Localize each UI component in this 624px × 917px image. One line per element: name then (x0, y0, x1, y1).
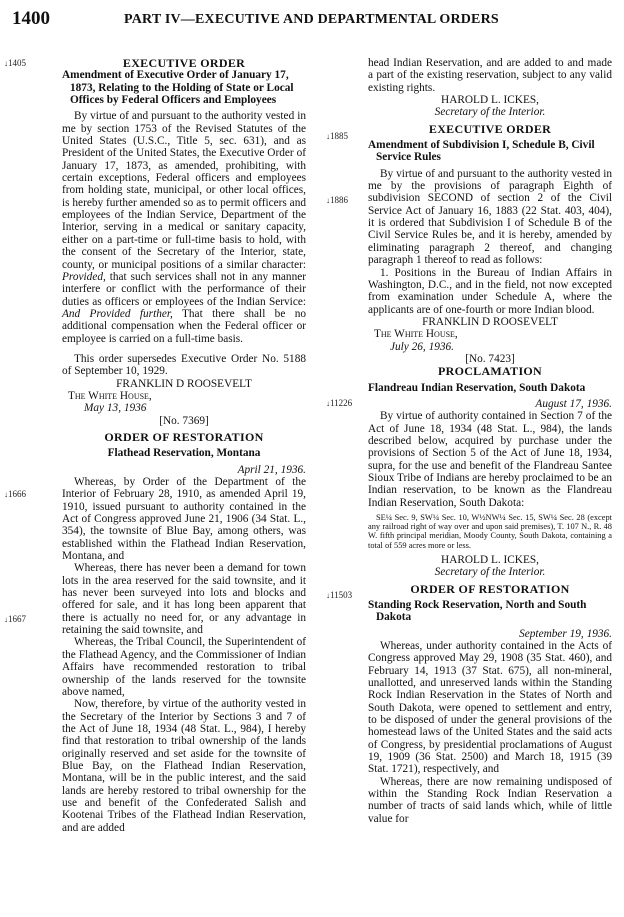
signature-name: HAROLD L. ICKES, (441, 553, 539, 566)
restoration-order-paragraph: Whereas, there has never been a demand for town lots in the area reserved for the said townsite, and it has never been surveyed into lots and blocks and offered for sale, and it has long been apparent that there is actually no need for, or any advantage in retaining the said townsite, and (62, 562, 306, 637)
proclamation-subject: Flandreau Indian Reservation, South Dakota (368, 381, 586, 394)
white-house-line: The White House, (374, 328, 458, 341)
restoration-order-heading: ORDER OF RESTORATION (104, 429, 264, 444)
proclamation-date: August 17, 1936. (535, 397, 612, 410)
executive-order-heading: EXECUTIVE ORDER (122, 56, 246, 70)
order-date: May 13, 1936 (84, 402, 147, 415)
restoration-order-date: April 21, 1936. (237, 463, 306, 476)
white-house-line: The White House, (68, 389, 152, 402)
order-number: [No. 7423] (465, 352, 515, 365)
right-column (368, 57, 612, 825)
margin-note: ↓ 11226 (326, 398, 352, 408)
executive-order-subject: Amendment of Subdivision I, Schedule B, Civil Service Rules (368, 139, 595, 164)
margin-note: ↓ 1666 (4, 489, 26, 499)
signature-name: HAROLD L. ICKES, (441, 94, 539, 107)
executive-order-paragraph: By virtue of and pursuant to the authority vested in me by the provisions of paragraph Eighth of subdivision SECOND of section 2 of the Civil Service Act of January 16, 1883 (22 Stat. 403, 404), it is ordered that Subdivision I of Schedule B of the Civil Service Rules be, and it is hereby, amended by eliminating paragraph 2 thereof, and changing paragraph 1 thereof to read as follows: (368, 167, 612, 267)
restoration-order-heading: ORDER OF RESTORATION (410, 581, 570, 596)
land-description: SE¼ Sec. 9, SW¼ Sec. 10, W½NW¼ Sec. 15, SW¼ Sec. 28 (except any railroad right of way over and upon said premises), T. 107 N., R. 48 W. fifth principal meridian, Moody County, South Dakota, containing a total of 559 acres more or less. (368, 513, 612, 550)
running-head: PART IV—EXECUTIVE AND DEPARTMENTAL ORDERS (124, 12, 499, 27)
signature-name: FRANKLIN D ROOSEVELT (422, 315, 558, 328)
executive-order-paragraph: 1. Positions in the Bureau of Indian Affairs in Washington, D.C., and in the field, not now excepted from examination under Schedule A, where the applicants are of one-fourth or more Indian blood. (368, 266, 612, 316)
margin-note: ↓ 1667 (4, 614, 26, 624)
executive-order-paragraph: This order supersedes Executive Order No. 5188 of September 10, 1929. (62, 352, 306, 378)
margin-note: ↓ 1886 (326, 195, 348, 205)
executive-order-heading: EXECUTIVE ORDER (428, 121, 552, 136)
signature-title: Secretary of the Interior. (434, 566, 546, 579)
margin-note: ↓ 1405 (4, 58, 26, 68)
executive-order-paragraph: By virtue of and pursuant to the authority vested in me by section 1753 of the Revised Statutes of the United States (U.S.C., Title 5, sec. 631), and as President of the United States, the Executive Order of January 17, 1873, as amended, prohibiting, with certain exceptions, Federal officers and employees from holding state, municipal, or other local offices, is hereby further amended so as to permit officers and employees of the Indian Service, Department of the Interior, serving in a medical or sanitary capacity, either on a part-time or full-time basis to hold, with the consent of the Secretary of the Interior, state, county, or municipal positions of a similar character: Provided, that such services shall not in any manner interfere or conflict with the performance of their duties as officers or employees of the Indian Service: And Provided further, That there shall be no additional compensation when the Federal officer or employee is carried on a full-time basis. (62, 110, 306, 345)
proclamation-paragraph: By virtue of authority contained in Section 7 of the Act of June 18, 1934 (48 Stat. L., 984), the lands described below, acquired by purchase under the provisions of Section 5 of the Act of June 18, 1934, supra, for the use and benefit of the Flandreau Santee Sioux Tribe of Indians are hereby proclaimed to be an Indian reservation, to be known as the Flandreau Indian Reservation, South Dakota: (368, 410, 612, 509)
restoration-order-paragraph: Whereas, by Order of the Department of the Interior of February 28, 1910, as amended April 19, 1910, issued pursuant to authority contained in the Act of Congress approved June 21, 1906 (34 Stat. L., 354), the townsite of Blue Bay, among others, was established within the Flathead Indian Reservation, Montana, and (62, 476, 306, 563)
margin-note: ↓ 11503 (326, 590, 352, 600)
restoration-order-paragraph: Now, therefore, by virtue of the authority vested in the Secretary of the Interior by Sections 3 and 7 of the Act of June 18, 1934 (48 Stat. L., 984), I hereby find that restoration to tribal ownership of the lands originally reserved and set aside for the townsite of Blue Bay, on the Flathead Indian Reservation, Montana, will be in the public interest, and the said lands are hereby restored to tribal ownership for the use and benefit of the Confederated Salish and Kootenai Tribes of the Flathead Indian Reservation, and are added (62, 698, 306, 834)
left-column (62, 57, 306, 834)
restoration-order-subject: Standing Rock Reservation, North and South Dakota (368, 598, 587, 624)
signature-name: FRANKLIN D ROOSEVELT (116, 377, 252, 390)
restoration-order-subject: Flathead Reservation, Montana (107, 447, 261, 460)
order-date: July 26, 1936. (390, 340, 455, 353)
restoration-order-date: September 19, 1936. (519, 627, 612, 640)
margin-note: ↓ 1885 (326, 131, 348, 141)
restoration-order-paragraph: Whereas, there are now remaining undisposed of within the Standing Rock Indian Reservation a number of tracts of said lands which, while of little value for (368, 775, 612, 825)
signature-title: Secretary of the Interior. (434, 106, 546, 119)
page-number: 1400 (12, 8, 50, 29)
order-number: [No. 7369] (159, 414, 209, 427)
restoration-order-paragraph: Whereas, under authority contained in the Acts of Congress approved May 29, 1908 (35 Stat. 460), and February 14, 1913 (37 Stat. 675), all non-mineral, unallotted, and unreserved lands within the Standing Rock Indian Reservation in the States of North and South Dakota, were opened to settlement and entry, to be disposed of under the general provisions of the homestead laws of the United States and the said acts of Congress, by presidential proclamations of August 19, 1909 (36 Stat. 2500) and March 18, 1915 (39 Stat. 1721), respectively, and (368, 639, 612, 776)
restoration-order-continuation: head Indian Reservation, and are added to and made a part of the existing reservation, subject to any valid existing rights. (368, 57, 612, 94)
executive-order-subject: Amendment of Executive Order of January 17, 1873, Relating to the Holding of State or Local Offices by Federal Officers and Employees (62, 69, 294, 107)
proclamation-heading: PROCLAMATION (437, 364, 543, 379)
restoration-order-paragraph: Whereas, the Tribal Council, the Superintendent of the Flathead Agency, and the Commissioner of Indian Affairs have recommended restoration to tribal ownership of the lands reserved for the townsite above named, (62, 636, 306, 698)
